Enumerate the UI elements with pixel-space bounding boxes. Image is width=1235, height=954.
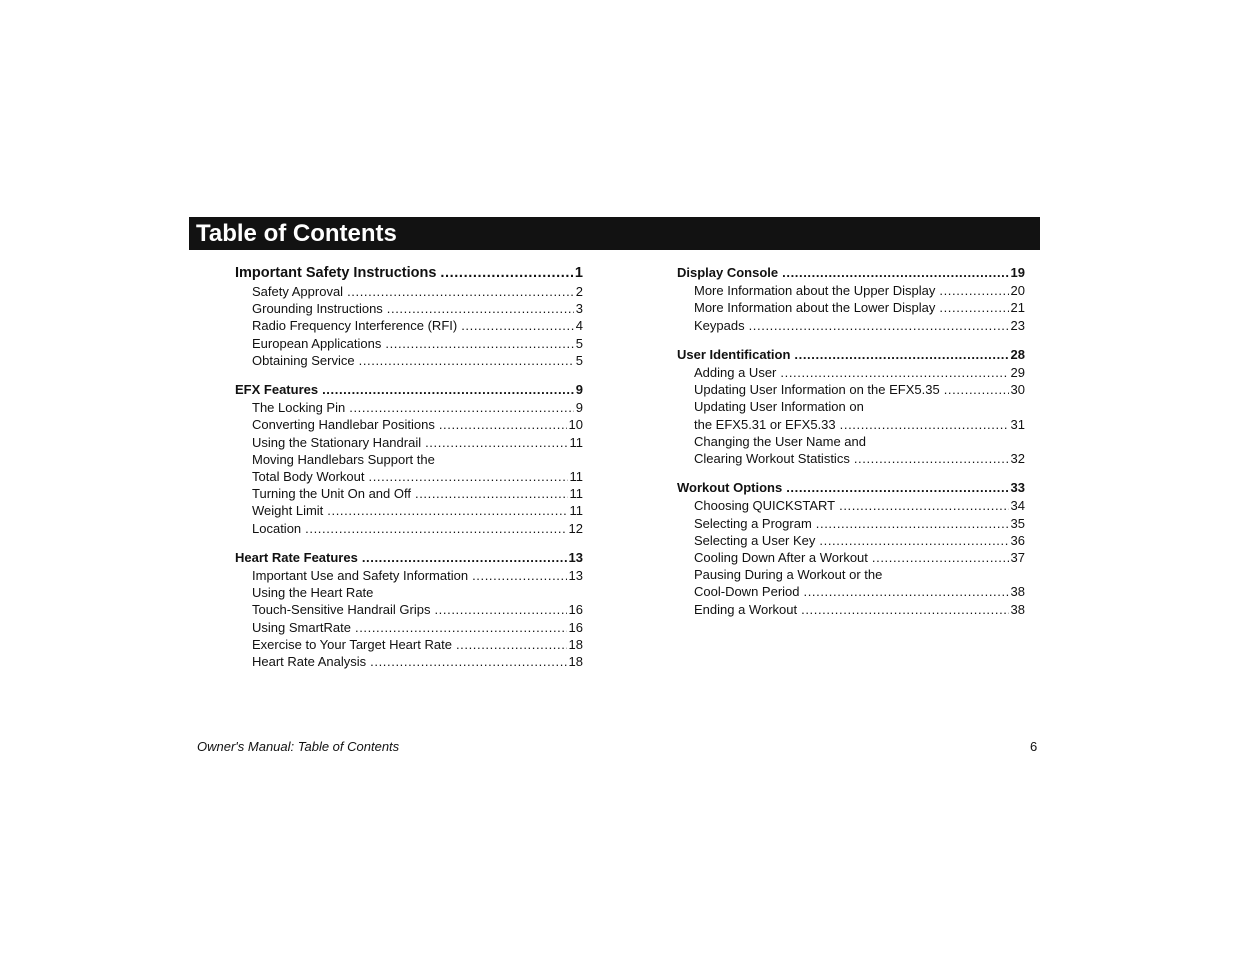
toc-entry-page: 11	[569, 486, 583, 502]
toc-entry-text: Using SmartRate	[252, 619, 351, 635]
toc-entry[interactable]	[677, 433, 1025, 450]
toc-heading-page: 19	[1010, 265, 1025, 280]
toc-entry[interactable]	[235, 434, 583, 451]
toc-heading-text: Important Safety Instructions	[235, 265, 437, 281]
toc-dot-leader	[839, 497, 1008, 514]
toc-entry-page: 10	[568, 417, 583, 433]
toc-section	[235, 381, 583, 537]
toc-entry[interactable]	[235, 317, 583, 334]
toc-entry-page: 38	[1010, 584, 1025, 600]
toc-heading-text: Workout Options	[677, 480, 783, 496]
toc-dot-leader	[819, 532, 1008, 549]
toc-entry[interactable]	[235, 520, 583, 537]
title-bar	[189, 217, 1040, 250]
toc-entry-page: 38	[1010, 601, 1025, 617]
toc-dot-leader	[456, 636, 567, 653]
toc-entry[interactable]	[677, 416, 1025, 433]
toc-entry[interactable]	[677, 364, 1025, 381]
toc-dot-leader	[782, 264, 1008, 281]
toc-dot-leader	[840, 416, 1009, 433]
toc-entry-page: 3	[575, 301, 583, 317]
toc-entry[interactable]	[235, 619, 583, 636]
toc-dot-leader	[854, 450, 1009, 467]
toc-dot-leader	[434, 601, 566, 618]
toc-dot-leader	[472, 567, 566, 584]
toc-entry[interactable]	[235, 416, 583, 433]
toc-entry[interactable]	[677, 583, 1025, 600]
toc-entry[interactable]	[235, 653, 583, 670]
toc-entry-page: 34	[1010, 498, 1025, 514]
toc-dot-leader	[780, 364, 1008, 381]
toc-entry[interactable]	[235, 584, 583, 601]
toc-dot-leader	[322, 381, 574, 398]
toc-entry-text: Touch-Sensitive Handrail Grips	[252, 602, 431, 618]
toc-entry-text: Cooling Down After a Workout	[694, 550, 868, 566]
toc-entry-page: 37	[1010, 550, 1025, 566]
footer-page-number: 6	[1030, 739, 1038, 754]
toc-entry[interactable]	[677, 515, 1025, 532]
toc-entry-page: 30	[1010, 382, 1025, 398]
toc-section-heading[interactable]	[235, 549, 583, 566]
toc-entry[interactable]	[235, 399, 583, 416]
toc-dot-leader	[349, 399, 574, 416]
toc-entry-text: Safety Approval	[252, 284, 344, 299]
toc-heading-page: 28	[1010, 346, 1025, 362]
toc-dot-leader	[305, 520, 566, 537]
toc-entry-text: Turning the Unit On and Off	[252, 486, 411, 502]
toc-heading-text: User Identification	[677, 346, 791, 362]
toc-entry-page: 11	[569, 503, 583, 519]
toc-dot-leader	[440, 264, 573, 282]
page-title: Table of Contents	[196, 220, 397, 247]
toc-dot-leader	[816, 515, 1009, 532]
toc-dot-leader	[749, 317, 1009, 334]
toc-section	[235, 549, 583, 670]
toc-entry-text: Total Body Workout	[252, 469, 365, 485]
toc-entry[interactable]	[235, 468, 583, 485]
toc-heading-page: 9	[575, 382, 583, 398]
toc-dot-leader	[355, 619, 567, 636]
toc-entry-text: European Applications	[252, 335, 382, 351]
toc-heading-page: 33	[1010, 480, 1025, 496]
toc-entry-page: 20	[1010, 283, 1025, 299]
toc-entry-text: Adding a User	[694, 365, 777, 381]
toc-section-heading[interactable]	[235, 264, 583, 282]
toc-entry-text: Converting Handlebar Positions	[252, 417, 435, 433]
toc-left-column	[235, 264, 583, 682]
toc-section	[235, 264, 583, 369]
toc-dot-leader	[872, 549, 1009, 566]
toc-dot-leader	[347, 283, 574, 300]
toc-right-column	[677, 264, 1025, 630]
toc-entry-text: Exercise to Your Target Heart Rate	[252, 636, 452, 652]
footer-manual-title: Owner's Manual: Table of Contents	[197, 739, 400, 754]
toc-entry[interactable]	[677, 299, 1025, 316]
toc-entry-text: Clearing Workout Statistics	[694, 451, 850, 467]
toc-entry-text: Radio Frequency Interference (RFI)	[252, 318, 458, 334]
toc-section-heading[interactable]	[677, 479, 1025, 496]
toc-dot-leader	[439, 416, 567, 433]
toc-entry-page: 23	[1010, 317, 1025, 333]
toc-dot-leader	[387, 300, 574, 317]
toc-heading-page: 1	[574, 265, 583, 281]
toc-entry-page: 11	[569, 434, 583, 450]
toc-entry-page: 4	[575, 318, 583, 334]
toc-dot-leader	[461, 317, 574, 334]
toc-entry-text: Ending a Workout	[694, 601, 798, 617]
toc-entry[interactable]	[235, 485, 583, 502]
toc-entry-page: 35	[1010, 515, 1025, 531]
toc-section	[677, 479, 1025, 618]
toc-dot-leader	[362, 549, 567, 566]
toc-entry-text: Using the Stationary Handrail	[252, 434, 422, 450]
toc-section-heading[interactable]	[677, 264, 1025, 281]
toc-entry-page: 12	[568, 520, 583, 536]
toc-dot-leader	[944, 381, 1009, 398]
toc-entry-text: More Information about the Lower Display	[694, 300, 936, 316]
toc-dot-leader	[368, 468, 567, 485]
toc-entry[interactable]	[235, 300, 583, 317]
toc-entry-page: 21	[1010, 300, 1025, 316]
toc-dot-leader	[804, 583, 1009, 600]
toc-entry-text: Important Use and Safety Information	[252, 568, 469, 584]
toc-entry-page: 16	[568, 602, 583, 618]
toc-entry[interactable]	[235, 451, 583, 468]
toc-entry-page: 11	[569, 469, 583, 485]
toc-entry-text: Keypads	[694, 317, 745, 333]
toc-entry[interactable]	[677, 282, 1025, 299]
toc-heading-text: EFX Features	[235, 382, 319, 398]
toc-entry-page: 18	[568, 654, 583, 670]
toc-entry-text: Obtaining Service	[252, 352, 355, 368]
toc-entry-text: Pausing During a Workout or the	[694, 567, 883, 583]
toc-entry-page: 9	[575, 400, 583, 416]
toc-entry[interactable]	[235, 567, 583, 584]
toc-entry-page: 36	[1010, 532, 1025, 548]
toc-dot-leader	[370, 653, 566, 670]
toc-entry[interactable]	[235, 636, 583, 653]
toc-dot-leader	[786, 479, 1008, 496]
toc-section	[677, 264, 1025, 334]
toc-entry-page: 29	[1010, 365, 1025, 381]
toc-entry[interactable]	[677, 566, 1025, 583]
toc-entry[interactable]	[235, 335, 583, 352]
toc-entry-text: Selecting a Program	[694, 515, 812, 531]
toc-entry-text: Heart Rate Analysis	[252, 654, 367, 670]
toc-dot-leader	[425, 434, 567, 451]
toc-entry-page: 5	[575, 335, 583, 351]
toc-entry-text: the EFX5.31 or EFX5.33	[694, 416, 836, 432]
toc-entry-text: Selecting a User Key	[694, 532, 816, 548]
toc-entry[interactable]	[235, 502, 583, 519]
toc-section-heading[interactable]	[235, 381, 583, 398]
toc-entry[interactable]	[677, 532, 1025, 549]
toc-entry-page: 13	[568, 568, 583, 584]
toc-entry[interactable]	[677, 601, 1025, 618]
toc-dot-leader	[385, 335, 573, 352]
toc-dot-leader	[801, 601, 1008, 618]
toc-entry-page: 2	[575, 284, 583, 299]
toc-entry-text: Cool-Down Period	[694, 584, 800, 600]
toc-section	[677, 346, 1025, 467]
toc-heading-text: Display Console	[677, 265, 779, 280]
toc-entry[interactable]	[677, 549, 1025, 566]
toc-entry-page: 16	[568, 619, 583, 635]
toc-entry-page: 31	[1010, 416, 1025, 432]
toc-entry-text: Weight Limit	[252, 503, 324, 519]
toc-entry-page: 18	[568, 636, 583, 652]
toc-entry[interactable]	[235, 352, 583, 369]
toc-entry-page: 5	[575, 352, 583, 368]
toc-entry[interactable]	[677, 317, 1025, 334]
toc-entry-text: Using the Heart Rate	[252, 585, 374, 601]
toc-entry[interactable]	[677, 398, 1025, 415]
toc-dot-leader	[939, 282, 1008, 299]
toc-entry-text: Moving Handlebars Support the	[252, 451, 435, 467]
toc-entry-text: Updating User Information on the EFX5.35	[694, 382, 940, 398]
toc-entry-text: Grounding Instructions	[252, 301, 383, 317]
toc-entry-text: Location	[252, 520, 302, 536]
toc-dot-leader	[327, 502, 567, 519]
toc-dot-leader	[939, 299, 1008, 316]
toc-dot-leader	[794, 346, 1008, 363]
toc-entry-text: More Information about the Upper Display	[694, 283, 936, 299]
toc-entry[interactable]	[235, 601, 583, 618]
toc-heading-page: 13	[568, 549, 583, 565]
toc-entry[interactable]	[677, 450, 1025, 467]
toc-entry-text: Updating User Information on	[694, 399, 864, 415]
toc-entry-text: Choosing QUICKSTART	[694, 498, 836, 514]
toc-entry[interactable]	[235, 283, 583, 300]
toc-entry-text: Changing the User Name and	[694, 433, 866, 449]
toc-entry-page: 32	[1010, 451, 1025, 467]
toc-heading-text: Heart Rate Features	[235, 549, 358, 565]
toc-entry[interactable]	[677, 497, 1025, 514]
toc-section-heading[interactable]	[677, 346, 1025, 363]
toc-entry-text: The Locking Pin	[252, 400, 346, 416]
toc-entry[interactable]	[677, 381, 1025, 398]
toc-dot-leader	[415, 485, 568, 502]
toc-dot-leader	[359, 352, 574, 369]
